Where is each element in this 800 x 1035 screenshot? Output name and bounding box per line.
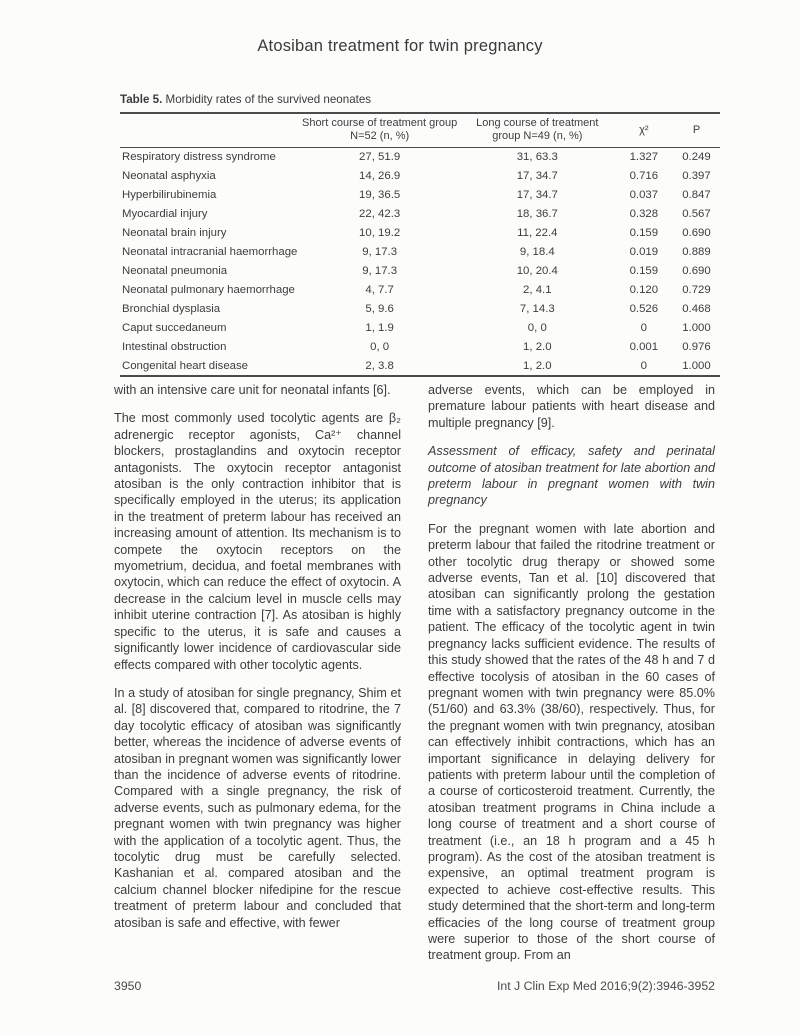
table-row xyxy=(120,205,720,224)
row-label: Myocardial injury xyxy=(122,208,208,220)
cell-chi2: 0.526 xyxy=(629,303,659,315)
cell-short: 5, 9.6 xyxy=(365,303,394,315)
cell-short: 4, 7.7 xyxy=(365,284,394,296)
morbidity-table xyxy=(120,112,720,377)
cell-short: 27, 51.9 xyxy=(359,151,401,164)
cell-chi2: 0.001 xyxy=(629,341,659,353)
page-footer xyxy=(114,979,715,993)
cell-long: 17, 34.7 xyxy=(516,170,558,182)
cell-p: 0.690 xyxy=(682,227,711,239)
row-label: Neonatal pulmonary haemorrhage xyxy=(122,284,295,296)
cell-p: 1.000 xyxy=(682,322,711,334)
table-caption-text: Morbidity rates of the survived neonates xyxy=(162,93,372,106)
cell-p: 0.729 xyxy=(682,284,711,296)
cell-short: 1, 1.9 xyxy=(365,322,394,334)
section-heading: Assessment of efficacy, safety and perinatal outcome of atosiban treatment for late abortion and preterm labour in pregnant women with twin pregnancy xyxy=(428,444,715,508)
cell-chi2: 0.328 xyxy=(629,208,659,220)
table-row xyxy=(120,243,720,262)
row-label: Neonatal asphyxia xyxy=(122,170,216,182)
cell-chi2: 0.159 xyxy=(629,265,659,277)
table-row xyxy=(120,148,720,167)
row-label: Hyperbilirubinemia xyxy=(122,189,217,201)
row-label: Respiratory distress syndrome xyxy=(122,151,276,164)
cell-long: 9, 18.4 xyxy=(519,246,555,258)
cell-short: 2, 3.8 xyxy=(365,359,394,372)
table-row xyxy=(120,338,720,357)
cell-short: 22, 42.3 xyxy=(359,208,401,220)
paragraph: adverse events, which can be employed in premature labour patients with heart disease and multiple pregnancy [9]. xyxy=(428,383,715,430)
cell-p: 0.397 xyxy=(682,170,711,182)
table-caption xyxy=(120,93,720,106)
cell-long: 2, 4.1 xyxy=(523,284,552,296)
table-row xyxy=(120,357,720,376)
cell-long: 1, 2.0 xyxy=(523,341,552,353)
cell-p: 0.889 xyxy=(682,246,711,258)
cell-long: 1, 2.0 xyxy=(523,359,552,372)
table-row xyxy=(120,186,720,205)
body-columns xyxy=(114,382,715,964)
table-row xyxy=(120,167,720,186)
cell-chi2: 1.327 xyxy=(629,151,659,164)
cell-chi2: 0.019 xyxy=(629,246,659,258)
row-label: Neonatal pneumonia xyxy=(122,265,228,277)
cell-short: 10, 19.2 xyxy=(359,227,401,239)
cell-chi2: 0 xyxy=(640,322,648,334)
running-title: Atosiban treatment for twin pregnancy xyxy=(257,37,543,55)
cell-short: 0, 0 xyxy=(370,341,390,353)
table-header-row xyxy=(120,113,720,148)
page-number: 3950 xyxy=(114,979,142,993)
row-label: Bronchial dysplasia xyxy=(122,303,221,315)
row-label: Neonatal brain injury xyxy=(122,227,227,239)
paragraph: For the pregnant women with late abortion and preterm labour that failed the ritodrine treatment or other tocolytic drug therapy or showed some adverse events, Tan et al. [10] discovered that atosiban can significantly prolong the gestation time with a satisfactory pregnancy outcome in the patient. The efficacy of the tocolytic agent in twin pregnancy lacks sufficient evidence. The results of this study showed that the rates of the 48 h and 7 d effective tocolysis of atosiban in the 60 cases of pregnant women with twin pregnancy were 85.0% (51/60) and 63.3% (38/60), respectively. Thus, for the pregnant women with twin pregnancy, atosiban can effectively inhibit contractions, which has an important significance in delaying delivery for patients with preterm labour until the completion of a course of corticosteroid treatment. Currently, the atosiban treatment programs in China include a long course of treatment and a short course of treatment (i.e., an 18 h program and a 45 h program). As the cost of the atosiban treatment is expensive, an optimal treatment program is expected to achieve cost-effective results. This study determined that the short-term and long-term efficacies of the long course of treatment group were superior to those of the short course of treatment group. From an xyxy=(428,521,715,963)
cell-p: 0.468 xyxy=(682,303,711,315)
header-blank xyxy=(120,113,299,148)
cell-long: 11, 22.4 xyxy=(517,227,558,239)
paragraph: with an intensive care unit for neonatal infants [6]. xyxy=(114,383,391,397)
header-chi-squared: χ² xyxy=(615,113,673,148)
paragraph: The most commonly used tocolytic agents are β₂ adrenergic receptor agonists, Ca²⁺ channel blockers, prostaglandins and oxytocin receptor antagonists. The oxytocin receptor antagonist atosiban is the only contraction inhibitor that is specifically employed in the uterus; its application in the treatment of preterm labour has received an increasing amount of attention. Its mechanism is to compete the oxytocin receptors on the myometrium, decidua, and foetal membranes with oxytocin, which can reduce the effect of oxytocin. A decrease in the calcium level in muscle cells may inhibit uterine contraction [7]. As atosiban is highly specific to the uterus, it is safe and causes a significantly lower incidence of cardiovascular side effects compared with other tocolytic agents. xyxy=(114,411,401,672)
paragraph: In a study of atosiban for single pregnancy, Shim et al. [8] discovered that, compared to ritodrine, the 7 day tocolytic efficacy of atosiban was significantly better, whereas the incidence of adverse events of atosiban in pregnant women was significantly lower than the incidence of adverse events of ritodrine. Compared with a single pregnancy, the risk of adverse events, such as pulmonary edema, for the pregnant women with twin pregnancy was higher with the application of a tocolytic agent. Thus, the tocolytic drug must be carefully selected. Kashanian et al. compared atosiban and the calcium channel blocker nifedipine for the rescue treatment of preterm labour and concluded that atosiban is safe and effective, with fewer xyxy=(114,685,401,930)
cell-p: 0.847 xyxy=(682,189,711,201)
cell-chi2: 0.120 xyxy=(629,284,659,296)
cell-long: 31, 63.3 xyxy=(516,151,558,164)
table-row xyxy=(120,224,720,243)
journal-reference: Int J Clin Exp Med 2016;9(2):3946-3952 xyxy=(496,979,715,993)
header-long-course: Long course of treatment group N=49 (n, %) xyxy=(460,113,615,148)
cell-long: 7, 14.3 xyxy=(519,303,555,315)
cell-chi2: 0.716 xyxy=(629,170,659,182)
cell-p: 0.567 xyxy=(682,208,711,220)
row-label: Caput succedaneum xyxy=(122,322,227,334)
cell-long: 17, 34.7 xyxy=(516,189,558,201)
table-row xyxy=(120,281,720,300)
cell-long: 10, 20.4 xyxy=(516,265,558,277)
table-row xyxy=(120,262,720,281)
cell-chi2: 0.037 xyxy=(629,189,659,201)
header-short-course: Short course of treatment group N=52 (n, %) xyxy=(299,113,459,148)
table-row xyxy=(120,300,720,319)
cell-chi2: 0 xyxy=(640,359,648,372)
cell-p: 0.249 xyxy=(682,151,711,164)
right-column xyxy=(428,382,715,964)
cell-chi2: 0.159 xyxy=(629,227,659,239)
cell-long: 18, 36.7 xyxy=(516,208,558,220)
cell-long: 0, 0 xyxy=(527,322,547,334)
table-section xyxy=(120,93,720,377)
table-row xyxy=(120,319,720,338)
header-p-value: P xyxy=(673,113,720,148)
cell-p: 0.976 xyxy=(682,341,711,353)
cell-p: 1.000 xyxy=(682,359,711,372)
cell-short: 9, 17.3 xyxy=(362,265,398,277)
cell-p: 0.690 xyxy=(682,265,711,277)
cell-short: 14, 26.9 xyxy=(359,170,401,182)
row-label: Intestinal obstruction xyxy=(122,341,227,353)
table-caption-label: Table 5. xyxy=(120,93,163,106)
cell-short: 9, 17.3 xyxy=(362,246,398,258)
row-label: Congenital heart disease xyxy=(122,359,249,372)
row-label: Neonatal intracranial haemorrhage xyxy=(122,246,298,258)
left-column xyxy=(114,382,401,964)
cell-short: 19, 36.5 xyxy=(359,189,401,201)
